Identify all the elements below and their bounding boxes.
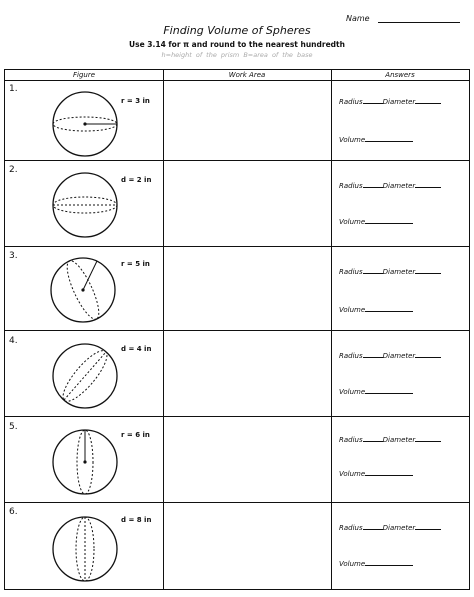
column-header-answers: Answers [385, 71, 415, 79]
sphere-figure [49, 256, 117, 324]
column-header-figure: Figure [72, 71, 96, 79]
name-field[interactable] [378, 22, 460, 23]
sphere-figure [51, 171, 119, 239]
answer-volume: Volume [339, 386, 413, 396]
problem-number: 3. [9, 251, 18, 261]
answer-radius-diameter: Radius Diameter [339, 266, 441, 276]
answer-radius-diameter: Radius Diameter [339, 350, 441, 360]
diameter-blank[interactable] [415, 350, 441, 358]
diameter-blank[interactable] [415, 180, 441, 188]
answer-volume: Volume [339, 304, 413, 314]
answer-radius-diameter: Radius Diameter [339, 434, 441, 444]
sphere-figure [51, 428, 119, 496]
answer-volume: Volume [339, 216, 413, 226]
sphere-figure [51, 515, 119, 583]
dimension-label: r = 3 in [121, 97, 150, 105]
radius-blank[interactable] [363, 266, 383, 274]
name-label: Name [346, 14, 370, 23]
problem-number: 1. [9, 84, 18, 94]
answer-radius-diameter: Radius Diameter [339, 180, 441, 190]
volume-blank[interactable] [365, 386, 413, 394]
radius-blank[interactable] [363, 180, 383, 188]
answer-volume: Volume [339, 468, 413, 478]
formula-hint [0, 51, 474, 59]
problem-number: 4. [9, 336, 18, 346]
dimension-label: r = 6 in [121, 431, 150, 439]
hint-height: h=height of the prism [161, 51, 240, 59]
diameter-blank[interactable] [415, 434, 441, 442]
problem-table [4, 69, 470, 590]
volume-blank[interactable] [365, 304, 413, 312]
radius-blank[interactable] [363, 522, 383, 530]
instructions: Use 3.14 for π and round to the nearest hundredth [129, 40, 345, 49]
dimension-label: d = 8 in [121, 516, 152, 524]
answer-volume: Volume [339, 134, 413, 144]
page-title: Finding Volume of Spheres [163, 24, 311, 37]
volume-blank[interactable] [365, 468, 413, 476]
radius-blank[interactable] [363, 96, 383, 104]
sphere-figure [51, 342, 119, 410]
volume-blank[interactable] [365, 216, 413, 224]
problem-number: 6. [9, 507, 18, 517]
answer-radius-diameter: Radius Diameter [339, 522, 441, 532]
volume-blank[interactable] [365, 134, 413, 142]
diameter-blank[interactable] [415, 522, 441, 530]
problem-number: 2. [9, 165, 18, 175]
problem-number: 5. [9, 422, 18, 432]
dimension-label: r = 5 in [121, 260, 150, 268]
radius-blank[interactable] [363, 350, 383, 358]
sphere-figure [51, 90, 119, 158]
diameter-blank[interactable] [415, 266, 441, 274]
diameter-blank[interactable] [415, 96, 441, 104]
volume-blank[interactable] [365, 558, 413, 566]
column-header-work-area: Work Area [228, 71, 266, 79]
hint-base: B=area of the base [243, 51, 313, 59]
radius-blank[interactable] [363, 434, 383, 442]
dimension-label: d = 2 in [121, 176, 152, 184]
dimension-label: d = 4 in [121, 345, 152, 353]
answer-volume: Volume [339, 558, 413, 568]
answer-radius-diameter: Radius Diameter [339, 96, 441, 106]
